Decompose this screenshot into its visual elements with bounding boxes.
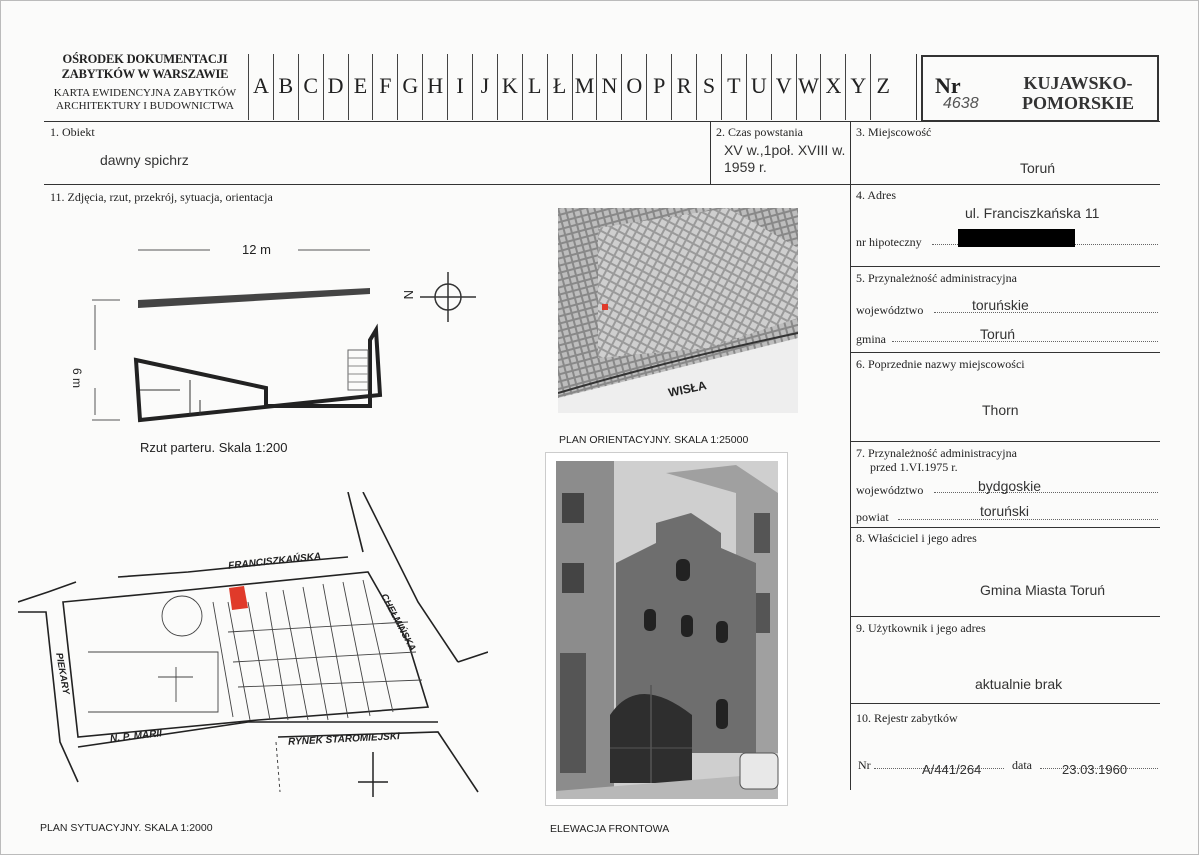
hipoteczny-label: nr hipoteczny — [856, 235, 922, 249]
street-piekary: PIEKARY — [53, 652, 72, 696]
rule-v-right — [850, 122, 851, 790]
alphabet-letter: Z — [870, 54, 895, 120]
rule-row1 — [44, 184, 1160, 185]
nr-value: 4638 — [943, 95, 979, 112]
przynaleznosc2-label-1: 7. Przynależność administracyjna — [856, 446, 1017, 460]
rule-r7 — [850, 527, 1160, 528]
czas-value-2: 1959 r. — [724, 159, 767, 175]
plan-caption: Rzut parteru. Skala 1:200 — [140, 440, 288, 455]
wojewodztwo2-label: województwo — [856, 483, 924, 497]
uzytkownik-value: aktualnie brak — [975, 676, 1063, 692]
site-caption: PLAN SYTUACYJNY. SKALA 1:2000 — [40, 822, 213, 834]
wojewodztwo2-line — [934, 492, 1158, 493]
org-name — [44, 52, 246, 82]
street-npmarii: N. P. MARII — [109, 728, 163, 745]
alphabet-letter: Y — [845, 54, 870, 120]
alphabet-letter: J — [472, 54, 497, 120]
alphabet-letter: D — [323, 54, 348, 120]
north-label: N — [401, 290, 416, 300]
obiekt-label: 1. Obiekt — [50, 125, 95, 139]
rule-r4 — [850, 266, 1160, 267]
rejestr-nr-label: Nr — [858, 758, 871, 772]
alphabet-letter: P — [646, 54, 671, 120]
facade-photo — [546, 453, 787, 805]
street-rynek: RYNEK STAROMIEJSKI — [287, 731, 401, 748]
rule-r5 — [850, 352, 1160, 353]
alphabet-letter: B — [273, 54, 298, 120]
alphabet-letter: X — [820, 54, 845, 120]
uzytkownik-label: 9. Użytkownik i jego adres — [856, 621, 986, 635]
czas-value-1: XV w.,1poł. XVIII w. — [724, 142, 846, 158]
powiat-label: powiat — [856, 510, 889, 524]
card-type — [44, 87, 246, 113]
alphabet-letter: N — [596, 54, 621, 120]
wlasciciel-value: Gmina Miasta Toruń — [980, 582, 1106, 598]
alphabet-letter: C — [298, 54, 323, 120]
miejscowosc-value: Toruń — [1020, 160, 1056, 176]
alphabet-letter: V — [771, 54, 796, 120]
poprzednie-value: Thorn — [982, 402, 1019, 418]
gmina-line — [892, 341, 1158, 342]
region-line-1: KUJAWSKO- — [1023, 73, 1133, 93]
card-type-line-2: ARCHITEKTURY I BUDOWNICTWA — [55, 100, 235, 112]
alphabet-letter: I — [447, 54, 472, 120]
alphabet-letter: U — [746, 54, 771, 120]
alphabet-letter: L — [522, 54, 547, 120]
alphabet-letter: A — [248, 54, 273, 120]
czas-label: 2. Czas powstania — [716, 125, 803, 139]
street-chelminska: CHEŁMIŃSKA — [378, 592, 418, 654]
alphabet-end-rule — [916, 54, 917, 120]
alphabet-letter: S — [696, 54, 721, 120]
wojewodztwo-label: województwo — [856, 303, 924, 317]
wojewodztwo2-value: bydgoskie — [978, 478, 1042, 494]
rule-header — [44, 121, 1160, 122]
card-type-line-1: KARTA EWIDENCYJNA ZABYTKÓW — [53, 87, 237, 99]
alphabet-index — [248, 54, 895, 120]
alphabet-letter: R — [671, 54, 696, 120]
wlasciciel-label: 8. Właściciel i jego adres — [856, 531, 977, 545]
org-line-2: ZABYTKÓW W WARSZAWIE — [61, 67, 229, 81]
wojewodztwo-value: toruńskie — [972, 297, 1029, 313]
region-line-2: POMORSKIE — [1021, 93, 1134, 113]
alphabet-letter: W — [796, 54, 821, 120]
alphabet-letter: M — [572, 54, 597, 120]
rejestr-data-label: data — [1012, 758, 1032, 772]
rule-r8 — [850, 616, 1160, 617]
poprzednie-label: 6. Poprzednie nazwy miejscowości — [856, 357, 1025, 371]
orient-caption: PLAN ORIENTACYJNY. SKALA 1:25000 — [559, 434, 749, 446]
plan-dim-height: 6 m — [70, 368, 84, 389]
przynaleznosc2-label-2: przed 1.VI.1975 r. — [870, 460, 958, 474]
zdjecia-label: 11. Zdjęcia, rzut, przekrój, sytuacja, orientacja — [50, 190, 273, 204]
gmina-label: gmina — [856, 332, 886, 346]
org-line-1: OŚRODEK DOKUMENTACJI — [62, 52, 228, 66]
alphabet-letter: G — [397, 54, 422, 120]
facade-photo-frame — [545, 452, 788, 806]
alphabet-letter: Ł — [547, 54, 572, 120]
alphabet-letter: T — [721, 54, 746, 120]
river-label: WISŁA — [666, 378, 708, 400]
obiekt-value: dawny spichrz — [100, 152, 189, 168]
street-franciszkanska: FRANCISZKAŃSKA — [227, 551, 322, 572]
rejestr-nr-value: A/441/264 — [922, 762, 982, 777]
adres-value: ul. Franciszkańska 11 — [965, 205, 1100, 221]
alphabet-letter: O — [621, 54, 646, 120]
orientation-map — [558, 208, 798, 413]
przynaleznosc-label: 5. Przynależność administracyjna — [856, 271, 1017, 285]
rule-r9 — [850, 703, 1160, 704]
rejestr-data-value: 23.03.1960 — [1062, 762, 1128, 777]
wojewodztwo-line — [934, 312, 1158, 313]
rejestr-label: 10. Rejestr zabytków — [856, 711, 958, 725]
powiat-line — [898, 519, 1158, 520]
alphabet-letter: F — [372, 54, 397, 120]
nr-label: Nr — [935, 73, 961, 98]
rule-v-czas — [710, 122, 711, 184]
alphabet-letter: E — [348, 54, 373, 120]
nr-box — [921, 55, 1159, 122]
redaction-block — [958, 229, 1075, 247]
alphabet-letter: H — [422, 54, 447, 120]
alphabet-letter: K — [497, 54, 522, 120]
adres-label: 4. Adres — [856, 188, 896, 202]
plan-dim-width: 12 m — [242, 242, 271, 257]
floor-plan-drawing — [70, 230, 490, 430]
rule-r6 — [850, 441, 1160, 442]
miejscowosc-label: 3. Miejscowość — [856, 125, 932, 139]
facade-caption: ELEWACJA FRONTOWA — [550, 823, 670, 835]
powiat-value: toruński — [980, 503, 1030, 519]
gmina-value: Toruń — [980, 326, 1016, 342]
